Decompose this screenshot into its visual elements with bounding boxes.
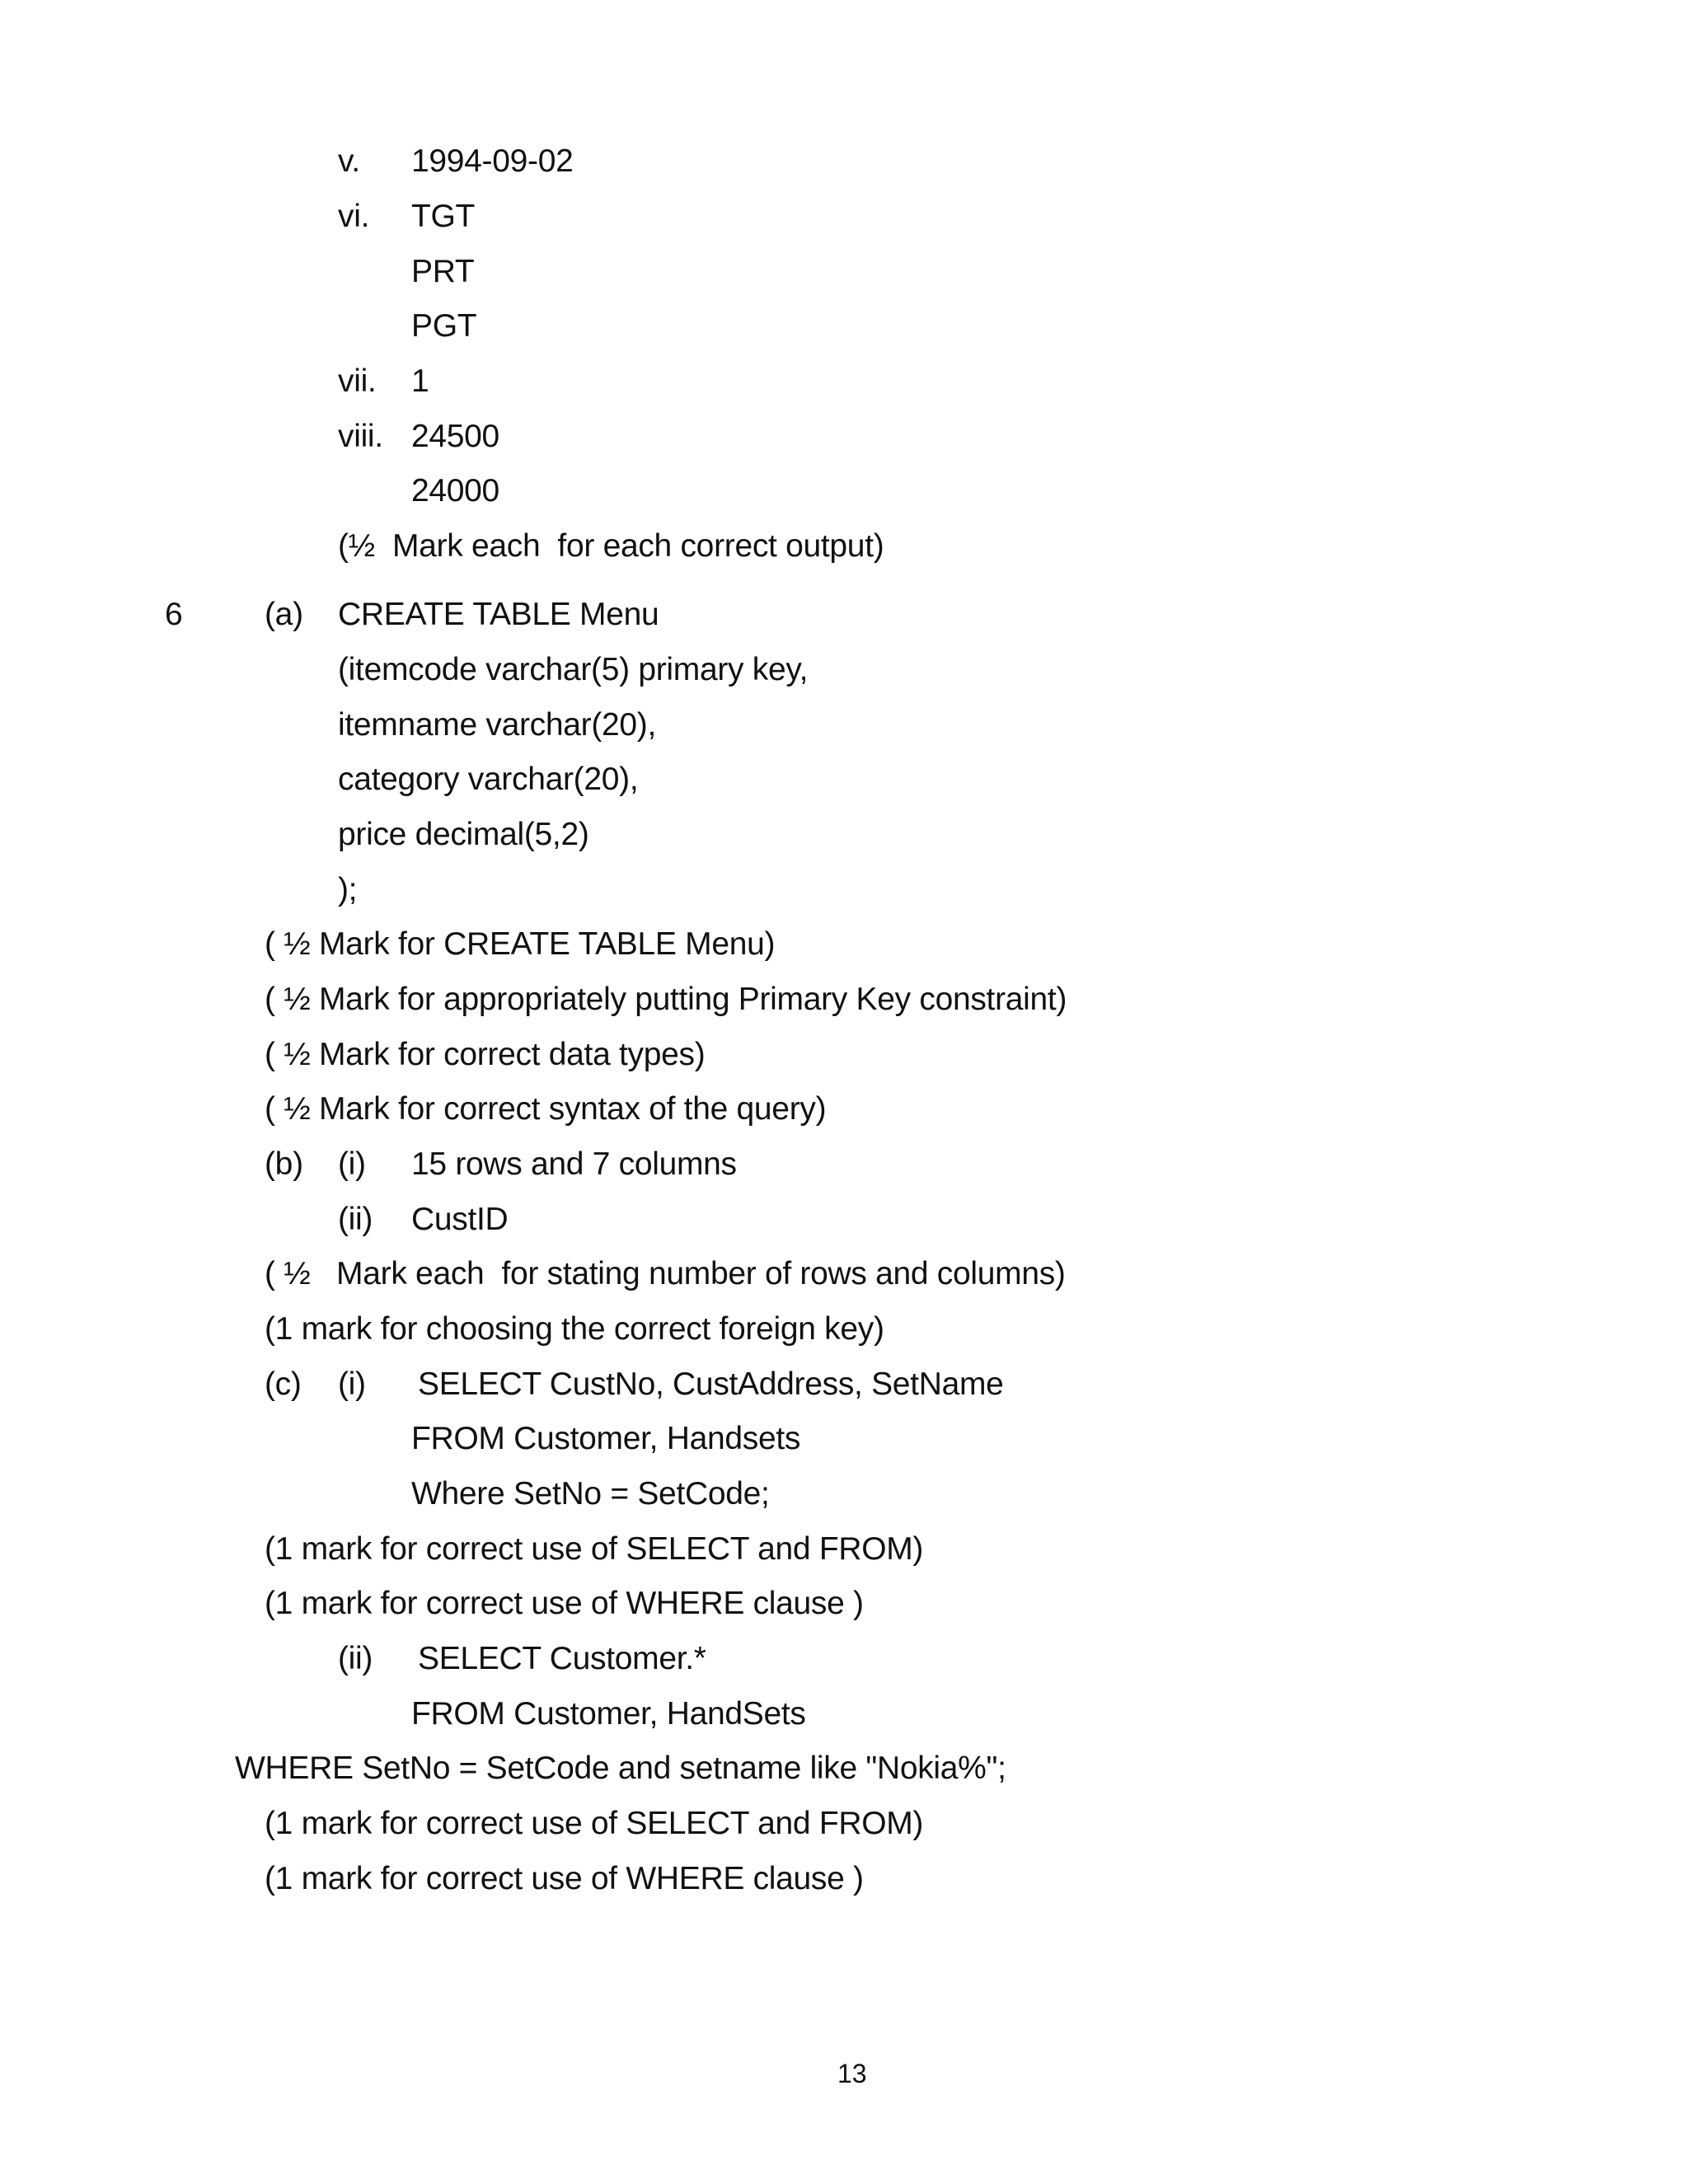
create-table-line-6: ); bbox=[338, 872, 358, 907]
output-v-label: v. bbox=[338, 143, 360, 179]
part-c-i-mark-1: (1 mark for correct use of SELECT and FROM) bbox=[265, 1531, 924, 1567]
create-table-line-4: category varchar(20), bbox=[338, 762, 639, 797]
question-number: 6 bbox=[165, 597, 183, 632]
output-vi-label: vi. bbox=[338, 199, 370, 234]
part-b-ii-value: CustID bbox=[411, 1202, 509, 1237]
part-a-mark-4: ( ½ Mark for correct syntax of the query) bbox=[265, 1091, 827, 1127]
part-c-ii-mark-2: (1 mark for correct use of WHERE clause ) bbox=[265, 1861, 864, 1896]
output-vi-value-3: PGT bbox=[411, 308, 477, 344]
output-vii-value: 1 bbox=[411, 363, 429, 399]
part-c-i-label: (i) bbox=[338, 1366, 366, 1402]
output-viii-label: viii. bbox=[338, 419, 383, 454]
output-vii-label: vii. bbox=[338, 363, 377, 399]
output-vi-value-1: TGT bbox=[411, 199, 476, 234]
part-b-label: (b) bbox=[265, 1146, 303, 1182]
output-v-value: 1994-09-02 bbox=[411, 143, 574, 179]
part-c-i-code-2: FROM Customer, Handsets bbox=[411, 1421, 801, 1456]
part-c-i-code-1: SELECT CustNo, CustAddress, SetName bbox=[418, 1366, 1004, 1402]
part-b-mark-2: (1 mark for choosing the correct foreign key) bbox=[265, 1311, 884, 1347]
part-a-mark-3: ( ½ Mark for correct data types) bbox=[265, 1037, 706, 1072]
part-b-i-value: 15 rows and 7 columns bbox=[411, 1146, 737, 1182]
part-c-ii-code-1: SELECT Customer.* bbox=[418, 1641, 706, 1676]
part-c-ii-code-3: WHERE SetNo = SetCode and setname like "Nokia%"; bbox=[235, 1750, 1006, 1786]
part-a-mark-2: ( ½ Mark for appropriately putting Primary Key constraint) bbox=[265, 982, 1067, 1017]
output-viii-value-2: 24000 bbox=[411, 473, 499, 509]
part-c-ii-mark-1: (1 mark for correct use of SELECT and FROM) bbox=[265, 1806, 924, 1841]
part-a-label: (a) bbox=[265, 597, 303, 632]
output-vi-value-2: PRT bbox=[411, 254, 475, 289]
part-c-label: (c) bbox=[265, 1366, 302, 1402]
part-b-i-label: (i) bbox=[338, 1146, 366, 1182]
part-b-ii-label: (ii) bbox=[338, 1202, 373, 1237]
part-c-i-mark-2: (1 mark for correct use of WHERE clause ) bbox=[265, 1586, 864, 1621]
create-table-line-5: price decimal(5,2) bbox=[338, 817, 589, 852]
part-c-ii-code-2: FROM Customer, HandSets bbox=[411, 1696, 806, 1732]
create-table-line-2: (itemcode varchar(5) primary key, bbox=[338, 652, 809, 687]
create-table-line-3: itemname varchar(20), bbox=[338, 707, 657, 743]
part-c-ii-label: (ii) bbox=[338, 1641, 373, 1676]
part-c-i-code-3: Where SetNo = SetCode; bbox=[411, 1476, 770, 1511]
part-b-mark-1: ( ½ Mark each for stating number of rows and columns) bbox=[265, 1256, 1066, 1291]
part-a-mark-1: ( ½ Mark for CREATE TABLE Menu) bbox=[265, 926, 776, 962]
outputs-marks-note: (½ Mark each for each correct output) bbox=[338, 528, 884, 564]
output-viii-value-1: 24500 bbox=[411, 419, 499, 454]
create-table-line-1: CREATE TABLE Menu bbox=[338, 597, 659, 632]
page-number: 13 bbox=[837, 2059, 867, 2088]
